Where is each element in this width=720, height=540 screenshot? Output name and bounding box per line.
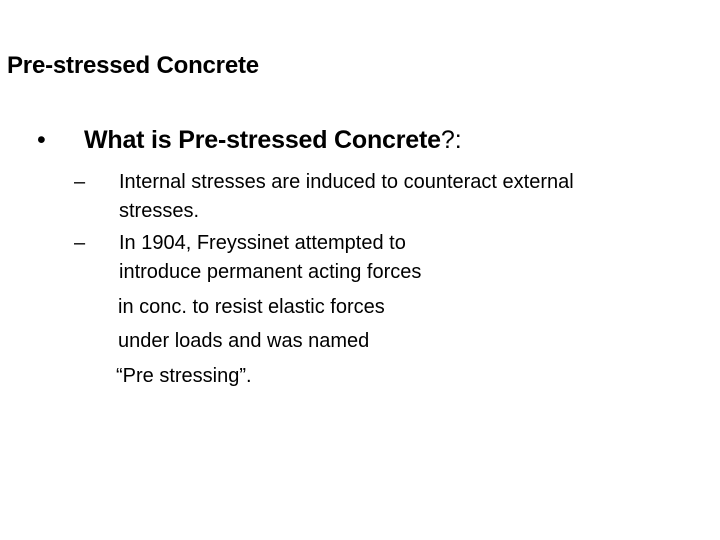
- subbullet-1-marker: –: [74, 171, 86, 193]
- subbullet-1-line-2: stresses.: [119, 200, 200, 222]
- bullet-heading: What is Pre-stressed Concrete: [84, 126, 441, 154]
- subbullet-2-line-1: In 1904, Freyssinet attempted to: [119, 232, 406, 254]
- bullet-marker: •: [37, 126, 46, 154]
- subbullet-2-line-2: introduce permanent acting forces: [119, 261, 422, 283]
- subbullet-2-line-4: under loads and was named: [118, 330, 370, 352]
- main-bullet: [37, 124, 462, 156]
- subbullet-1-line-1: Internal stresses are induced to counteract external: [119, 171, 574, 193]
- bullet-heading-suffix: ?:: [440, 126, 462, 154]
- subbullet-2-line-3: in conc. to resist elastic forces: [118, 296, 385, 318]
- slide-title: Pre-stressed Concrete: [7, 52, 259, 79]
- subbullet-2-line-5: “Pre stressing”.: [116, 365, 252, 387]
- subbullet-2-marker: –: [74, 232, 86, 254]
